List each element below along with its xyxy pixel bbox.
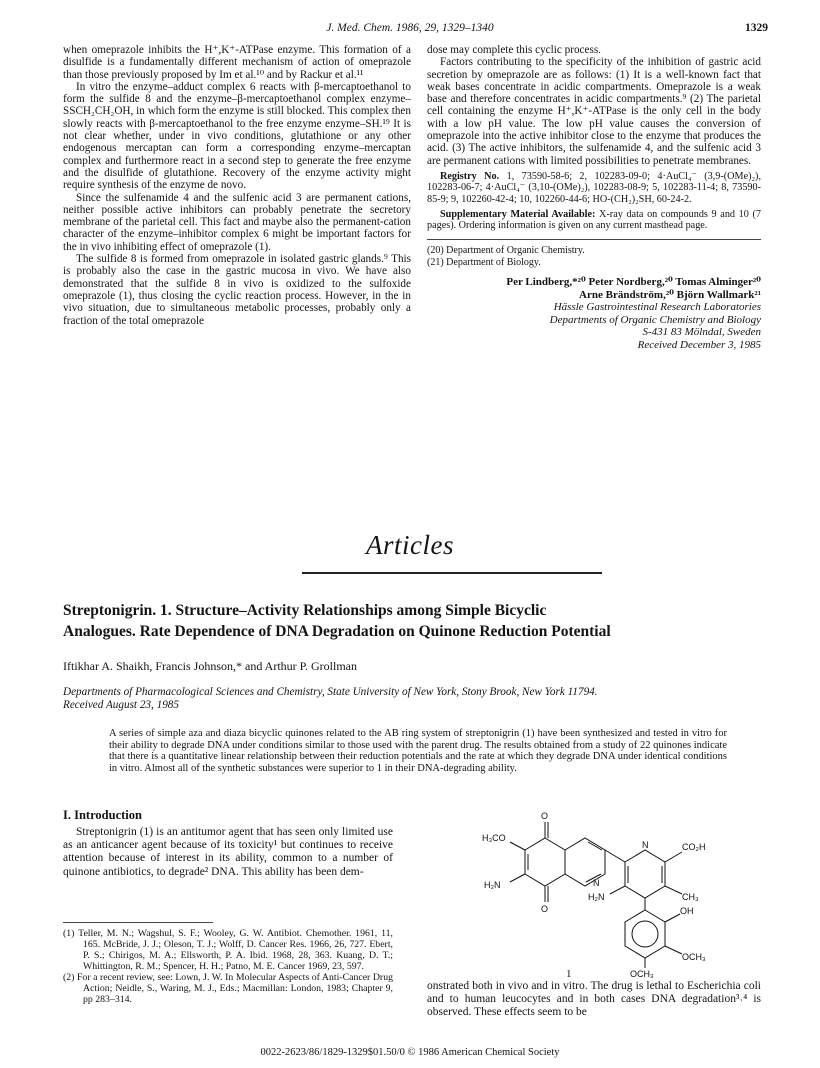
paragraph: Streptonigrin (1) is an antitumor agent that has seen only limited use as an anticancer agent because of its toxicity¹ but continues to receive attention because of interest in its ability, common to a number of quinone antibiotics, to degrade² DNA. This ability has been dem- [63, 826, 393, 878]
authors-line: Per Lindberg,*²⁰ Peter Nordberg,²⁰ Tomas Alminger²⁰ [506, 276, 761, 289]
paper-affiliation [63, 686, 763, 711]
affiliation: Departments of Pharmacological Sciences and Chemistry, State University of New York, Stony Brook, New York 11794. [63, 686, 598, 698]
intro-heading: I. Introduction [63, 808, 142, 822]
prev-article-authors [427, 276, 761, 351]
received-date: Received August 23, 1985 [63, 698, 179, 711]
prev-article-column-right [427, 44, 761, 351]
affiliation-line: S-431 83 Mölndal, Sweden [642, 326, 761, 339]
streptonigrin-structure [470, 808, 730, 978]
label-o-top: O [541, 811, 549, 821]
paragraph: dose may complete this cyclic process. [427, 44, 601, 56]
label-h3co: H₃CO [482, 833, 506, 843]
paragraph: The sulfide 8 is formed from omeprazole in isolated gastric glands.⁹ This is probably also the case in the gastric mucosa in vivo. We have also demonstrated that the sulfide 8 in vivo is oxidized to the sulfoxide omeprazole (1), thus closing the cyclic reaction process. However, in the in vivo situation, due to simultaneous metabolic processes, probably only a fraction of the total omeprazole [63, 253, 411, 327]
label-oh: OH [680, 906, 694, 916]
label-o-bottom: O [541, 904, 549, 914]
label-n-ring: N [593, 878, 600, 888]
label-och3-bottom: OCH₃ [630, 969, 654, 978]
page-number: 1329 [745, 22, 768, 34]
label-h2n-left: H₂N [484, 880, 501, 890]
journal-citation: J. Med. Chem. 1986, 29, 1329–1340 [326, 22, 494, 34]
supplementary-material [427, 209, 761, 232]
footnote-rule [63, 922, 213, 923]
label-co2h: CO₂H [682, 842, 706, 852]
abstract: A series of simple aza and diaza bicyclic quinones related to the AB ring system of streptonigrin (1) have been synthesized and tested in vitro for their ability to degrade DNA under conditions similar to those used with the parent drug. The results obtained from a study of 22 quinones indicate that there is a quantitative linear relationship between their reduction potentials and the rate at which they degrade DNA under identical conditions in vitro. Almost all of the synthetic substances were superior to 1 in their DNA-degrading ability. [109, 728, 727, 774]
note: (21) Department of Biology. [427, 256, 541, 268]
paper-title [63, 600, 763, 642]
label-ch3: CH₃ [682, 892, 699, 902]
divider [427, 239, 761, 240]
intro-text [63, 826, 393, 879]
affiliation-line: Hässle Gastrointestinal Research Laboratories [553, 301, 761, 314]
paragraph: Factors contributing to the specificity of the inhibition of gastric acid secretion by omeprazole are as follows: (1) It is a well-known fact that weak bases concentrate in acidic compartments. Omeprazole is a weak base and therefore concentrates in acidic compartments.⁹ (2) The parietal cell containing the enzyme H⁺,K⁺-ATPase is the only cell in the body with a low pH value. The low pH value causes the conversion of omeprazole into the active inhibitor close to the enzyme that produces the acid. (3) The active inhibitors, the sulfenamide 4, and the sulfenic acid 3 are permanent cations with limited possibilities to penetrate membranes. [427, 56, 761, 167]
paragraph: In vitro the enzyme–adduct complex 6 reacts with β-mercaptoethanol to form the sulfide 8 and the enzyme–β-mercaptoethanol complex enzyme–SSCH₂CH₂OH, in which form the enzyme is still blocked. This complex then slowly reacts with β-mercaptoethanol to the free enzyme enzyme–SH.¹⁹ It is not clear whether, under in vivo conditions, glutathione or any other endogenous mercaptan can form a corresponding enzyme–mercaptan complex and furthermore react in a second step to generate the free enzyme and the disulfide of glutathione. Recovery of the enzyme activity might require synthesis of the enzyme de novo. [63, 80, 411, 192]
registry-block [427, 171, 761, 231]
paragraph: Since the sulfenamide 4 and the sulfenic acid 3 are permanent cations, neither possible active inhibitors can probably penetrate the secretory membrane of the parietal cell. This fact and maybe also the permanent-cation character of the enzyme–inhibitor complex 6 might be important factors for the in vivo inhibiting effect of omeprazole (1). [63, 191, 411, 253]
copyright-line: 0022-2623/86/1829-1329$01.50/0 © 1986 American Chemical Society [260, 1047, 560, 1058]
footnote: (2) For a recent review, see: Lown, J. W. In Molecular Aspects of Anti-Cancer Drug Action; Neidle, S., Waring, M. J., Eds.; Macmillan: London, 1983; Chapter 9, pp 283–314. [63, 972, 393, 1005]
label-och3-right: OCH₃ [682, 952, 706, 962]
compound-number: 1 [566, 968, 572, 980]
note: (20) Department of Organic Chemistry. [427, 245, 585, 257]
supplementary-text: X-ray data on compounds 9 and 10 (7 pages). Ordering information is given on any current masthead page. [427, 208, 761, 232]
registry-text: 1, 73590-58-6; 2, 102283-09-0; 4·AuCl₄⁻ (3,9-(OMe)₂), 102283-06-7; 4·AuCl₄⁻ (3,10-(OMe)₂), 102283-08-9; 5, 102283-11-4; 8, 73590-85-9; 9, 102260-42-4; 10, 102260-44-6; HO-(CH₂)₂SH, 60-24-2. [427, 170, 761, 205]
title-line: Analogues. Rate Dependence of DNA Degradation on Quinone Reduction Potential [63, 623, 611, 640]
registry-label: Registry No. [440, 170, 500, 182]
running-header [0, 22, 820, 38]
paragraph: when omeprazole inhibits the H⁺,K⁺-ATPase enzyme. This formation of a disulfide is a fundamentally different mechanism of action of omeprazole than those previously proposed by Im et al.¹⁰ and by Rackur et al.¹¹ [63, 44, 411, 81]
section-rule [302, 572, 602, 574]
affiliation-notes [427, 245, 761, 268]
label-h2n-right: H₂N [588, 892, 605, 902]
received-date: Received December 3, 1985 [637, 338, 761, 351]
section-title: Articles [366, 530, 454, 560]
paper-authors: Iftikhar A. Shaikh, Francis Johnson,* and Arthur P. Grollman [63, 659, 357, 673]
registry-numbers [427, 171, 761, 205]
authors-line: Arne Brändström,²⁰ Björn Wallmark²¹ [579, 288, 761, 301]
prev-article-column-left [63, 44, 411, 327]
footnotes [63, 922, 393, 1005]
affiliation-line: Departments of Organic Chemistry and Biology [549, 313, 761, 326]
label-n-pyridine: N [642, 840, 649, 850]
supplementary-label: Supplementary Material Available: [440, 208, 596, 220]
footnote: (1) Teller, M. N.; Wagshul, S. F.; Wooley, G. W. Antibiot. Chemother. 1961, 11, 165. McBride, J. J.; Oleson, T. J.; Wolff, D. Cancer Res. 1966, 26, 727. Ebert, P. S.; Chirigos, M. A.; Ellsworth, P. A. Ibid. 1968, 28, 363. Kuang, D. T.; Whittington, R. M.; Spencer, H. H.; Patno, M. E. Cancer 1969, 23, 597. [63, 928, 393, 972]
title-line: Streptonigrin. 1. Structure–Activity Relationships among Simple Bicyclic [63, 602, 547, 619]
right-column-continuation: onstrated both in vivo and in vitro. The drug is lethal to Escherichia coli and to human leucocytes and in both cases DNA degradation³˒⁴ is observed. These effects seem to be [427, 980, 761, 1019]
